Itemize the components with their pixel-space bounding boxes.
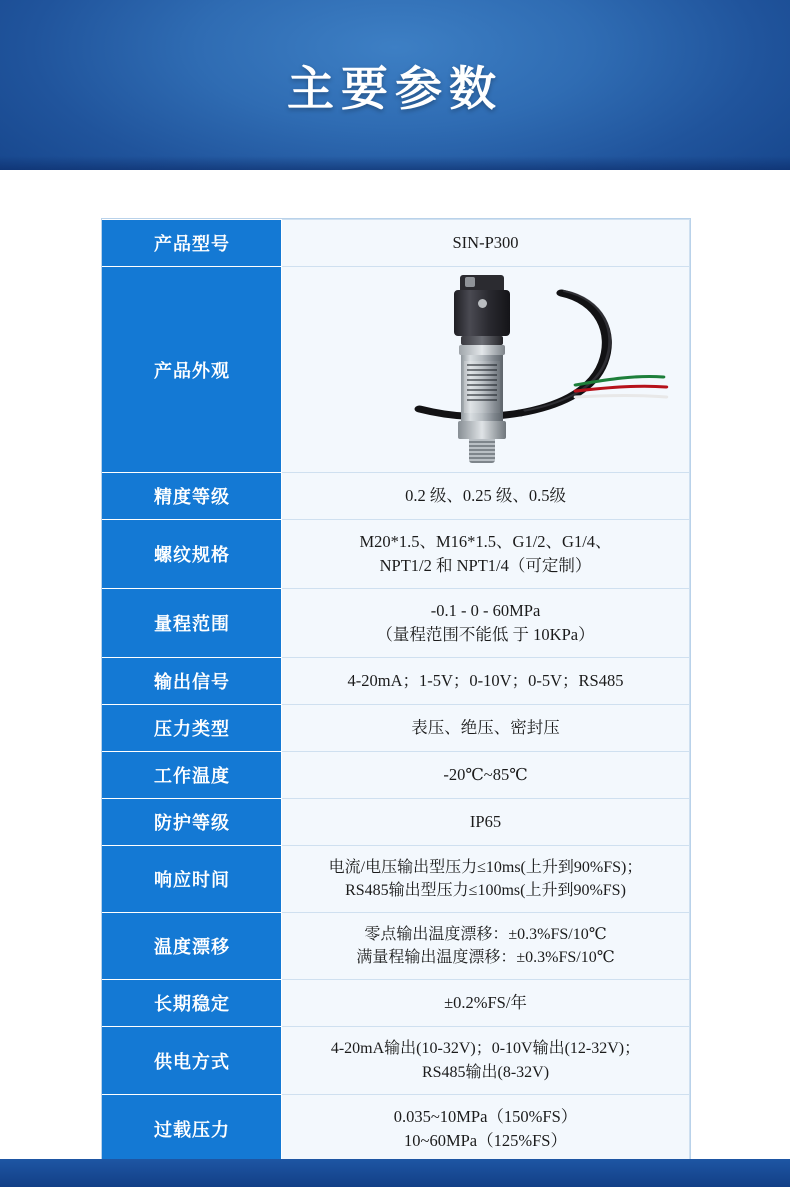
table-row [103, 1094, 690, 1163]
page-title: 主要参数 [287, 61, 503, 115]
housing-label [464, 361, 500, 413]
row-value-working-temperature: -20℃~85℃ [282, 751, 690, 798]
product-photo [282, 267, 689, 472]
table-row [103, 980, 690, 1027]
row-value-protection-class: IP65 [282, 798, 690, 845]
table-row [103, 1027, 690, 1094]
table-row [103, 588, 690, 657]
row-label-pressure-type: 压力类型 [103, 704, 282, 751]
table-row [103, 751, 690, 798]
table-row [103, 704, 690, 751]
row-value-response-time: 电流/电压输出型压力≤10ms(上升到90%FS)； RS485输出型压力≤100ms(上升到90%FS) [282, 845, 690, 912]
table-row [103, 520, 690, 589]
row-value-power-supply: 4-20mA输出(10-32V)；0-10V输出(12-32V)； RS485输出(8-32V) [282, 1027, 690, 1094]
table-row [103, 473, 690, 520]
row-label-thread: 螺纹规格 [103, 520, 282, 589]
row-label-output-signal: 输出信号 [103, 657, 282, 704]
row-label-model: 产品型号 [103, 220, 282, 267]
connector-screw [478, 299, 487, 308]
housing-top-ring [459, 345, 505, 355]
row-label-long-term-stability: 长期稳定 [103, 980, 282, 1027]
row-value-overload-pressure: 0.035~10MPa（150%FS） 10~60MPa（125%FS） [282, 1094, 690, 1163]
row-value-long-term-stability: ±0.2%FS/年 [282, 980, 690, 1027]
row-label-overload-pressure: 过载压力 [103, 1094, 282, 1163]
row-label-response-time: 响应时间 [103, 845, 282, 912]
header-banner [0, 0, 790, 170]
row-value-appearance [282, 267, 690, 473]
table-row [103, 657, 690, 704]
connector-housing [454, 290, 510, 336]
connector-collar [461, 336, 503, 345]
table-row [103, 798, 690, 845]
table-row [103, 267, 690, 473]
row-value-output-signal: 4-20mA；1-5V；0-10V；0-5V；RS485 [282, 657, 690, 704]
hex-nut [458, 421, 506, 439]
process-thread [469, 439, 495, 463]
row-value-model: SIN-P300 [282, 220, 690, 267]
row-value-pressure-type: 表压、绝压、密封压 [282, 704, 690, 751]
row-label-temperature-drift: 温度漂移 [103, 913, 282, 980]
row-label-appearance: 产品外观 [103, 267, 282, 473]
table-row [103, 220, 690, 267]
row-label-range: 量程范围 [103, 588, 282, 657]
table-row [103, 845, 690, 912]
row-label-accuracy: 精度等级 [103, 473, 282, 520]
spec-table [102, 219, 690, 1164]
row-value-range: -0.1 - 0 - 60MPa （量程范围不能低 于 10KPa） [282, 588, 690, 657]
table-row [103, 913, 690, 980]
row-label-working-temperature: 工作温度 [103, 751, 282, 798]
row-label-protection-class: 防护等级 [103, 798, 282, 845]
row-value-thread: M20*1.5、M16*1.5、G1/2、G1/4、 NPT1/2 和 NPT1/4（可定制） [282, 520, 690, 589]
row-label-power-supply: 供电方式 [103, 1027, 282, 1094]
spec-table-container [101, 218, 691, 1165]
transmitter-body [434, 273, 554, 463]
footer-bar [0, 1159, 790, 1187]
row-value-accuracy: 0.2 级、0.25 级、0.5级 [282, 473, 690, 520]
connector-top-highlight [465, 277, 475, 287]
row-value-temperature-drift: 零点输出温度漂移：±0.3%FS/10℃ 满量程输出温度漂移：±0.3%FS/10℃ [282, 913, 690, 980]
